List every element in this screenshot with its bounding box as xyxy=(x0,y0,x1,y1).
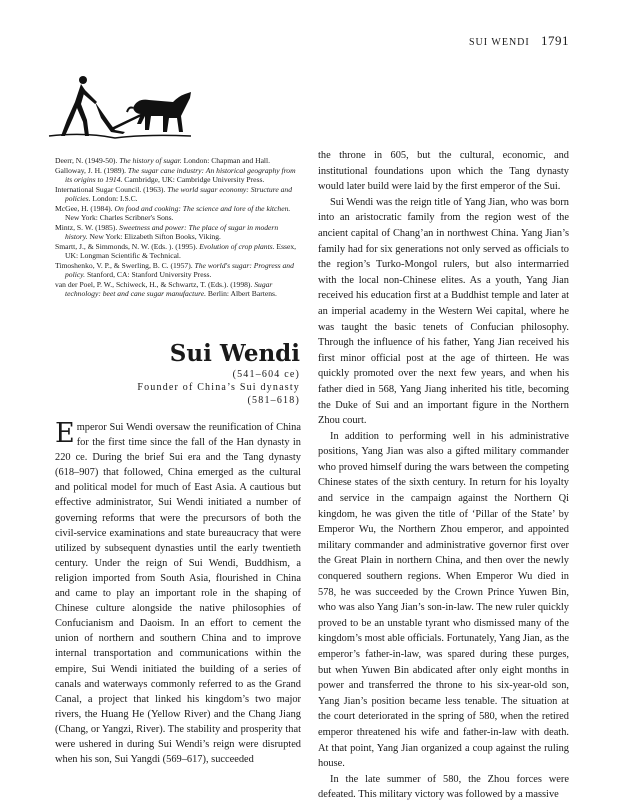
body-column-left xyxy=(55,420,301,767)
reference-publisher: New York: Charles Scribner's Sons. xyxy=(65,213,174,222)
drop-cap: E xyxy=(55,418,75,449)
body-paragraph: the throne in 605, but the cultural, economic, and institutional foundations upon which the Tang dynasty would later build were laid by the first emperor of the Sui. xyxy=(318,150,569,193)
running-head: SUI WENDI xyxy=(468,37,530,48)
reference-publisher: London: Chapman and Hall. xyxy=(181,156,271,165)
references-list xyxy=(55,156,302,299)
reference-item xyxy=(55,166,302,185)
reference-title: Evolution of crop plants. xyxy=(199,241,275,251)
reference-title: The world sugar economy: Structure and policies. xyxy=(65,184,292,203)
reference-title: On food and cooking: The science and lore of the kitchen. xyxy=(114,203,291,213)
reference-author: Deerr, N. (1949-50). xyxy=(55,156,120,165)
body-paragraph: Sui Wendi was the reign title of Yang Jian, who was born into an aristocratic family from the region west of the ancient capital of Chang’an in northwest China. Yang Jian’s family had for six generations not only served as officials to the region’s Turko-Mongol rulers, but also intermarried with the local non-Chinese elites. As a youth, Yang Jian received his education first at a Buddhist temple and later at an imperial academy in the Western Wei capital, where he was taught the basic tenets of Confucian philosophy. Through the influence of his father, Yang Jian received his first minor official post at the age of thirteen. He was quickly promoted over the next few years, and when his father died in 568, Yang Jiang inherited his title, becoming the Duke of Sui and an important figure in the Northern Zhou court. xyxy=(318,196,569,427)
reference-item xyxy=(55,261,302,280)
page-number: 1791 xyxy=(541,33,569,48)
reference-title: The world's sugar: Progress and policy. xyxy=(65,260,294,279)
reference-publisher: Essex, UK: Longman Scientific & Technical. xyxy=(65,241,297,260)
entry-role: Founder of China’s Sui dynasty xyxy=(137,382,300,393)
reference-publisher: Cambridge, UK: Cambridge University Press. xyxy=(122,175,265,184)
reference-author: Timoshenko, V. P., & Swerling, B. C. (1957). xyxy=(55,260,195,270)
reference-author: van der Poel, P. W., Schiweck, H., & Schwartz, T. (Eds.). (1998). xyxy=(55,279,255,289)
reference-item xyxy=(55,242,302,261)
reference-item xyxy=(55,223,302,242)
reference-publisher: New York: Elizabeth Sifton Books, Viking. xyxy=(87,232,221,241)
body-text: mperor Sui Wendi oversaw the reunification of China for the first time since the fall of the Han dynasty in 220 ce. During the brief Sui era and the Tang dynasty (618–907) that followed, China emerged as the cultural and political model for much of East Asia. A cautious but effective administrator, Sui Wendi initiated a number of governing reforms that were the precursors of both the civil-service examinations and state bureaucracy that were utilized by subsequent dynasties until the early twentieth century. Under the reign of Sui Wendi, Buddhism, a religion imported from South Asia, flourished in China and came to play an important role in the shaping of Chinese culture alongside the native philosophies of Confucianism and Daoism. In an effort to cement the union of northern and southern China and to improve internal transportation and communications within the empire, Sui Wendi initiated the building of a series of canals and waterways commonly referred to as the Grand Canal, a project that linked his kingdom’s two major rivers, the Huang He (Yellow River) and the Chang Jiang (Chang, or Yangzi, River). The stability and prosperity that were ushered in during Sui Wendi’s reign were disrupted when his son, Sui Yangdi (569–617), succeeded xyxy=(55,422,301,766)
reference-title: Sugar technology: beet and cane sugar manufacture. xyxy=(65,279,273,298)
body-paragraph xyxy=(55,420,301,767)
reference-title: Sweetness and power: The place of sugar in modern history. xyxy=(65,222,279,241)
plowing-farmer-icon xyxy=(45,72,195,144)
reference-author: Galloway, J. H. (1989). xyxy=(55,165,128,175)
entry-reign: (581–618) xyxy=(247,395,300,406)
body-column-right xyxy=(318,148,569,803)
running-header xyxy=(469,33,569,49)
reference-title: The sugar cane industry: An historical geography from its origins to 1914. xyxy=(65,165,296,184)
reference-author: Smartt, J., & Simmonds, N. W. (Eds. ). (1995). xyxy=(55,241,200,251)
reference-author: Mintz, S. W. (1985). xyxy=(55,222,120,232)
entry-heading xyxy=(40,340,300,407)
reference-item xyxy=(55,185,302,204)
reference-author: McGee, H. (1984). xyxy=(55,203,115,213)
body-paragraph: In addition to performing well in his administrative positions, Yang Jian was also a gifted military commander who proved himself during the wars between the competing Chinese states of the sixth century. In return for his loyalty and service in the campaign against the Northern Qi kingdom, he was given the title of ‘Pillar of the State’ by Emperor Wu, the Northern Zhou emperor, and appointed military commander and administrative governor first over the Great Plain in northern China, and then over the newly conquered southern regions. When Emperor Wu died in 578, he was succeeded by the Crown Prince Yuwen Bin, who was also Yang Jian’s son-in-law. The new ruler quickly proved to be an unstable tyrant who dismissed many of the kingdom’s most able officials. Fortunately, Yang Jian, as the emperor’s father-in-law, was spared during these purges, but when Yuwen Bin abdicated after only eight months in power and transferred the throne to his six-year-old son, Yang Jian’s position became less tenable. The situation at the court deteriorated in the spring of 580, when the retired emperor threatened his wife and father-in-law with death. At that point, Yang Jian organized a coup against the ruling house. xyxy=(318,430,569,770)
reference-publisher: Berlin: Albert Bartens. xyxy=(206,289,277,298)
reference-item xyxy=(55,156,302,166)
reference-publisher: London: I.S.C. xyxy=(90,194,138,203)
entry-title: Sui Wendi xyxy=(169,340,300,367)
reference-author: International Sugar Council. (1963). xyxy=(55,184,168,194)
reference-item xyxy=(55,204,302,223)
reference-item xyxy=(55,280,302,299)
reference-title: The history of sugar. xyxy=(119,156,182,165)
reference-publisher: Stanford, CA: Stanford University Press. xyxy=(85,270,212,279)
entry-dates: (541–604 ce) xyxy=(232,369,300,380)
body-paragraph: In the late summer of 580, the Zhou forces were defeated. This military victory was followed by a massive xyxy=(318,773,569,801)
